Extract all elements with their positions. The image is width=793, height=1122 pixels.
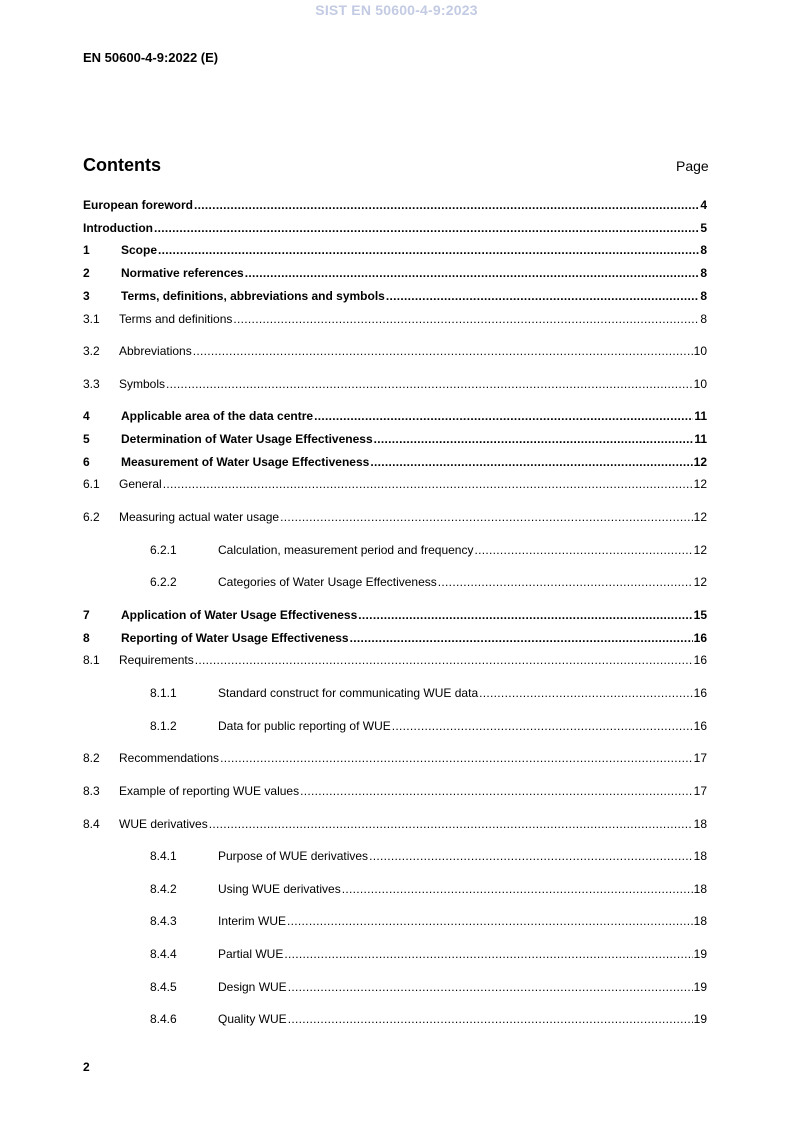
toc-leader — [288, 978, 693, 996]
toc-leader — [154, 219, 699, 237]
document-id: EN 50600-4-9:2022 (E) — [83, 50, 219, 65]
toc-page: 12 — [693, 477, 707, 491]
toc-number: 1 — [83, 243, 90, 257]
toc-entry-8-1-1[interactable] — [150, 684, 707, 702]
toc-leader — [358, 606, 692, 624]
toc-leader — [163, 475, 693, 493]
toc-page: 17 — [693, 784, 707, 798]
toc-title: Applicable area of the data centre — [121, 409, 314, 423]
toc-number: 8.4.6 — [150, 1012, 177, 1026]
toc-entry-8-4-4[interactable] — [150, 945, 707, 963]
toc-leader — [220, 749, 693, 767]
toc-number: 8 — [83, 631, 90, 645]
toc-title: Application of Water Usage Effectiveness — [121, 608, 358, 622]
toc-number: 8.4.4 — [150, 947, 177, 961]
toc-page: 11 — [694, 409, 707, 423]
toc-number: 8.3 — [83, 784, 100, 798]
toc-entry-6-2-2[interactable] — [150, 573, 707, 591]
toc-number: 8.1 — [83, 653, 100, 667]
toc-number: 8.4.5 — [150, 980, 177, 994]
toc-entry-introduction[interactable] — [83, 219, 707, 237]
page-number: 2 — [83, 1060, 90, 1074]
toc-title: Terms, definitions, abbreviations and symbols — [121, 289, 385, 303]
toc-title: Determination of Water Usage Effectiveness — [121, 432, 373, 446]
toc-number: 6 — [83, 455, 90, 469]
toc-leader — [194, 196, 699, 214]
toc-page: 19 — [693, 947, 707, 961]
toc-number: 8.1.2 — [150, 719, 177, 733]
toc-page: 12 — [693, 510, 707, 524]
toc-number: 2 — [83, 266, 90, 280]
toc-entry-3-1[interactable] — [83, 310, 707, 328]
toc-number: 8.4.2 — [150, 882, 177, 896]
toc-leader — [342, 880, 693, 898]
toc-entry-8-4-3[interactable] — [150, 912, 707, 930]
toc-leader — [374, 430, 694, 448]
toc-entry-6-2[interactable] — [83, 508, 707, 526]
toc-page: 18 — [693, 914, 707, 928]
toc-leader — [280, 508, 693, 526]
toc-page: 8 — [700, 243, 707, 257]
toc-leader — [193, 342, 693, 360]
toc-entry-3[interactable] — [83, 287, 707, 305]
toc-page: 16 — [693, 686, 707, 700]
toc-entry-3-2[interactable] — [83, 342, 707, 360]
toc-entry-8-4-5[interactable] — [150, 978, 707, 996]
toc-page: 12 — [693, 455, 707, 469]
toc-leader — [300, 782, 693, 800]
toc-page: 16 — [693, 653, 707, 667]
toc-page: 18 — [693, 849, 707, 863]
toc-page: 18 — [693, 817, 707, 831]
toc-number: 8.2 — [83, 751, 100, 765]
toc-entry-6-2-1[interactable] — [150, 541, 707, 559]
toc-title: General — [119, 477, 162, 491]
toc-title: Quality WUE — [218, 1012, 287, 1026]
toc-page: 11 — [694, 432, 707, 446]
toc-title: Example of reporting WUE values — [119, 784, 300, 798]
toc-entry-6-1[interactable] — [83, 475, 707, 493]
toc-title: Design WUE — [218, 980, 287, 994]
toc-leader — [195, 651, 693, 669]
toc-number: 8.4.3 — [150, 914, 177, 928]
toc-page: 19 — [693, 1012, 707, 1026]
toc-entry-8-1[interactable] — [83, 651, 707, 669]
toc-entry-7[interactable] — [83, 606, 707, 624]
toc-title: Calculation, measurement period and frequency — [218, 543, 474, 557]
toc-title: Data for public reporting of WUE — [218, 719, 391, 733]
toc-title: Purpose of WUE derivatives — [218, 849, 369, 863]
toc-number: 8.4 — [83, 817, 100, 831]
toc-title: WUE derivatives — [119, 817, 208, 831]
toc-leader — [245, 264, 700, 282]
toc-page: 8 — [700, 289, 707, 303]
toc-page: 10 — [693, 344, 707, 358]
toc-leader — [479, 684, 693, 702]
toc-leader — [392, 717, 693, 735]
toc-title: Scope — [121, 243, 158, 257]
toc-page: 12 — [693, 575, 707, 589]
toc-leader — [314, 407, 693, 425]
toc-title: Requirements — [119, 653, 194, 667]
toc-page: 8 — [700, 266, 707, 280]
toc-entry-european-foreword[interactable] — [83, 196, 707, 214]
toc-leader — [350, 629, 693, 647]
toc-number: 3.3 — [83, 377, 100, 391]
toc-title: Interim WUE — [218, 914, 287, 928]
toc-title: Standard construct for communicating WUE data — [218, 686, 479, 700]
toc-title: Recommendations — [119, 751, 220, 765]
toc-title: Introduction — [83, 221, 153, 235]
toc-title: European foreword — [83, 198, 194, 212]
page-column-label: Page — [676, 158, 709, 174]
toc-number: 7 — [83, 608, 90, 622]
toc-title: Measurement of Water Usage Effectiveness — [121, 455, 370, 469]
toc-title: Reporting of Water Usage Effectiveness — [121, 631, 349, 645]
toc-title: Measuring actual water usage — [119, 510, 280, 524]
toc-entry-5[interactable] — [83, 430, 707, 448]
toc-entry-3-3[interactable] — [83, 375, 707, 393]
toc-page: 5 — [700, 221, 707, 235]
toc-leader — [233, 310, 699, 328]
toc-page: 17 — [693, 751, 707, 765]
toc-number: 8.1.1 — [150, 686, 177, 700]
toc-leader — [369, 847, 693, 865]
toc-entry-8-4-2[interactable] — [150, 880, 707, 898]
toc-leader — [386, 287, 699, 305]
toc-leader — [474, 541, 692, 559]
toc-number: 6.2.2 — [150, 575, 177, 589]
toc-number: 5 — [83, 432, 90, 446]
toc-page: 18 — [693, 882, 707, 896]
toc-title: Normative references — [121, 266, 244, 280]
toc-leader — [287, 912, 693, 930]
toc-entry-8[interactable] — [83, 629, 707, 647]
toc-entry-8-3[interactable] — [83, 782, 707, 800]
toc-title: Symbols — [119, 377, 166, 391]
toc-entry-1[interactable] — [83, 241, 707, 259]
toc-entry-8-4-6[interactable] — [150, 1010, 707, 1028]
toc-entry-8-4[interactable] — [83, 815, 707, 833]
toc-leader — [438, 573, 693, 591]
toc-title: Categories of Water Usage Effectiveness — [218, 575, 437, 589]
toc-number: 4 — [83, 409, 90, 423]
toc-entry-8-2[interactable] — [83, 749, 707, 767]
toc-page: 4 — [700, 198, 707, 212]
toc-leader — [166, 375, 693, 393]
toc-entry-8-4-1[interactable] — [150, 847, 707, 865]
toc-leader — [209, 815, 693, 833]
toc-title: Partial WUE — [218, 947, 284, 961]
toc-number: 8.4.1 — [150, 849, 177, 863]
toc-number: 6.2 — [83, 510, 100, 524]
toc-page: 12 — [693, 543, 707, 557]
toc-page: 10 — [693, 377, 707, 391]
toc-number: 3.1 — [83, 312, 100, 326]
toc-title: Abbreviations — [119, 344, 192, 358]
toc-title: Terms and definitions — [119, 312, 233, 326]
toc-entry-8-1-2[interactable] — [150, 717, 707, 735]
toc-page: 16 — [693, 719, 707, 733]
toc-number: 6.2.1 — [150, 543, 177, 557]
toc-leader — [284, 945, 692, 963]
toc-title: Using WUE derivatives — [218, 882, 341, 896]
toc-page: 8 — [700, 312, 707, 326]
toc-leader — [288, 1010, 693, 1028]
contents-title: Contents — [83, 155, 161, 175]
toc-number: 6.1 — [83, 477, 100, 491]
toc-leader — [370, 453, 692, 471]
toc-number: 3.2 — [83, 344, 100, 358]
toc-page: 16 — [693, 631, 707, 645]
toc-entry-4[interactable] — [83, 407, 707, 425]
toc-entry-2[interactable] — [83, 264, 707, 282]
toc-entry-6[interactable] — [83, 453, 707, 471]
toc-page: 19 — [693, 980, 707, 994]
toc-page: 15 — [693, 608, 707, 622]
watermark: SIST EN 50600-4-9:2023 — [315, 2, 478, 18]
toc-number: 3 — [83, 289, 90, 303]
toc-leader — [158, 241, 699, 259]
